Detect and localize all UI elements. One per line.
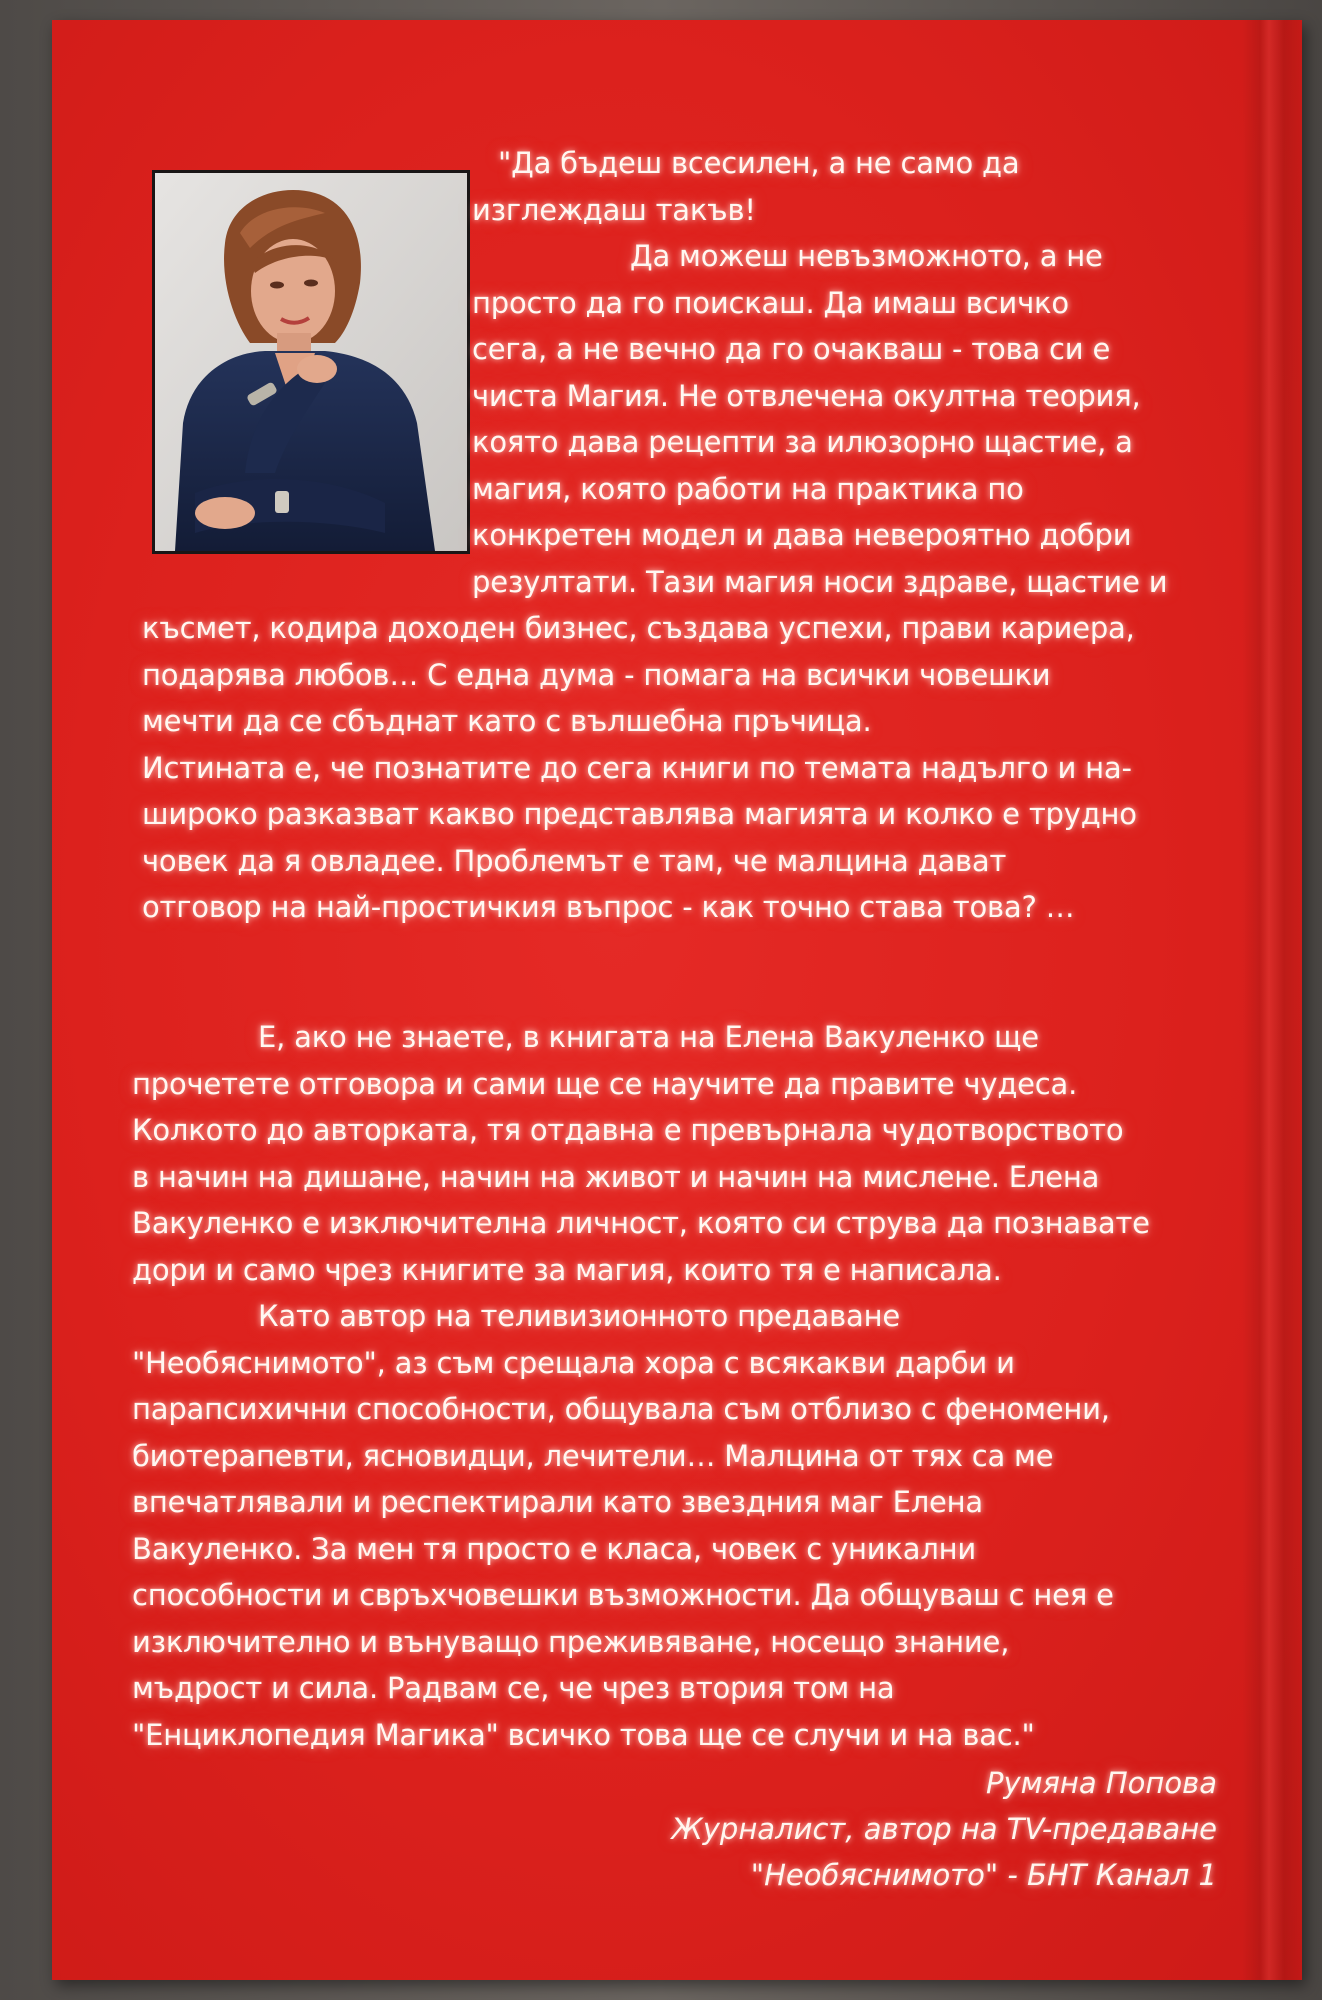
review-line: прочетете отговора и сами ще се научите да правите чудеса. <box>132 1066 1078 1101</box>
review-line: дори и само чрез книгите за магия, които тя е написала. <box>132 1252 1002 1287</box>
quote-line: "Да бъдеш всесилен, а не само да <box>498 146 1020 180</box>
review-line: Вакуленко е изключителна личност, която си струва да познавате <box>132 1206 1150 1240</box>
review-line: впечатлявали и респектирали като звездния маг Елена <box>132 1485 984 1519</box>
quote-line: късмет, кодира доходен бизнес, създава успехи, прави кариера, <box>142 611 1135 645</box>
review-line: "Необяснимото", аз съм срещала хора с всякакви дарби и <box>132 1345 1015 1380</box>
quote-line: просто да го поискаш. Да имаш всичко <box>472 285 1069 320</box>
review-line: Е, ако не знаете, в книгата на Елена Вакуленко ще <box>258 1020 1039 1054</box>
quote-line: конкретен модел и дава невероятно добри <box>472 518 1132 552</box>
review-line: Вакуленко. За мен тя просто е класа, човек с уникални <box>132 1531 977 1566</box>
review-paragraph <box>68 1014 1150 1758</box>
quote-line: човек да я овладее. Проблемът е там, че малцина дават <box>142 843 1007 878</box>
review-line: изключително и вънуващо преживяване, носещо знание, <box>132 1624 1010 1659</box>
signature-role: Журналист, автор на TV-предаване <box>671 1812 1217 1846</box>
quote-line: мечти да се сбъднат като с вълшебна пръчица. <box>142 704 872 738</box>
quote-line: изглеждаш такъв! <box>472 192 756 227</box>
quote-line: широко разказват какво представлява магията и колко е трудно <box>142 797 1137 831</box>
review-line: парапсихични способности, общувала съм отблизо с феномени, <box>132 1392 1110 1426</box>
review-line: Като автор на теливизионното предаване <box>258 1299 900 1333</box>
signature-block <box>672 1760 1217 1898</box>
review-line: биотерапевти, ясновидци, лечители… Малцина от тях са ме <box>132 1438 1054 1473</box>
quote-line: подарява любов… С една дума - помага на всички човешки <box>142 657 1051 692</box>
quote-line: резултати. Тази магия носи здраве, щастие и <box>472 564 1168 599</box>
quote-line: чиста Магия. Не отвлечена окултна теория, <box>472 378 1141 413</box>
quote-line: отговор на най-простичкия въпрос - как точно става това? … <box>142 890 1075 924</box>
cover-spine-edge <box>1242 20 1302 1980</box>
review-line: мъдрост и сила. Радвам се, че чрез втория том на <box>132 1671 895 1705</box>
quote-line: магия, която работи на практика по <box>472 471 1024 506</box>
review-line: "Енциклопедия Магика" всичко това ще се случи и на вас." <box>132 1717 1035 1752</box>
quote-paragraph <box>90 140 1167 931</box>
quote-line: която дава рецепти за илюзорно щастие, а <box>472 425 1133 459</box>
review-line: способности и свръхчовешки възможности. Да общуваш с нея е <box>132 1578 1114 1612</box>
quote-line: сега, а не вечно да го очакваш - това си е <box>472 332 1111 366</box>
signature-show: "Необяснимото" - БНТ Канал 1 <box>750 1858 1217 1892</box>
quote-line: Да можеш невъзможното, а не <box>630 239 1103 273</box>
signature-name: Румяна Попова <box>985 1766 1217 1800</box>
quote-line: Истината е, че познатите до сега книги по темата надълго и на- <box>142 750 1132 785</box>
review-line: в начин на дишане, начин на живот и начин на мислене. Елена <box>132 1159 1100 1194</box>
review-line: Колкото до авторката, тя отдавна е превърнала чудотворството <box>132 1113 1124 1147</box>
